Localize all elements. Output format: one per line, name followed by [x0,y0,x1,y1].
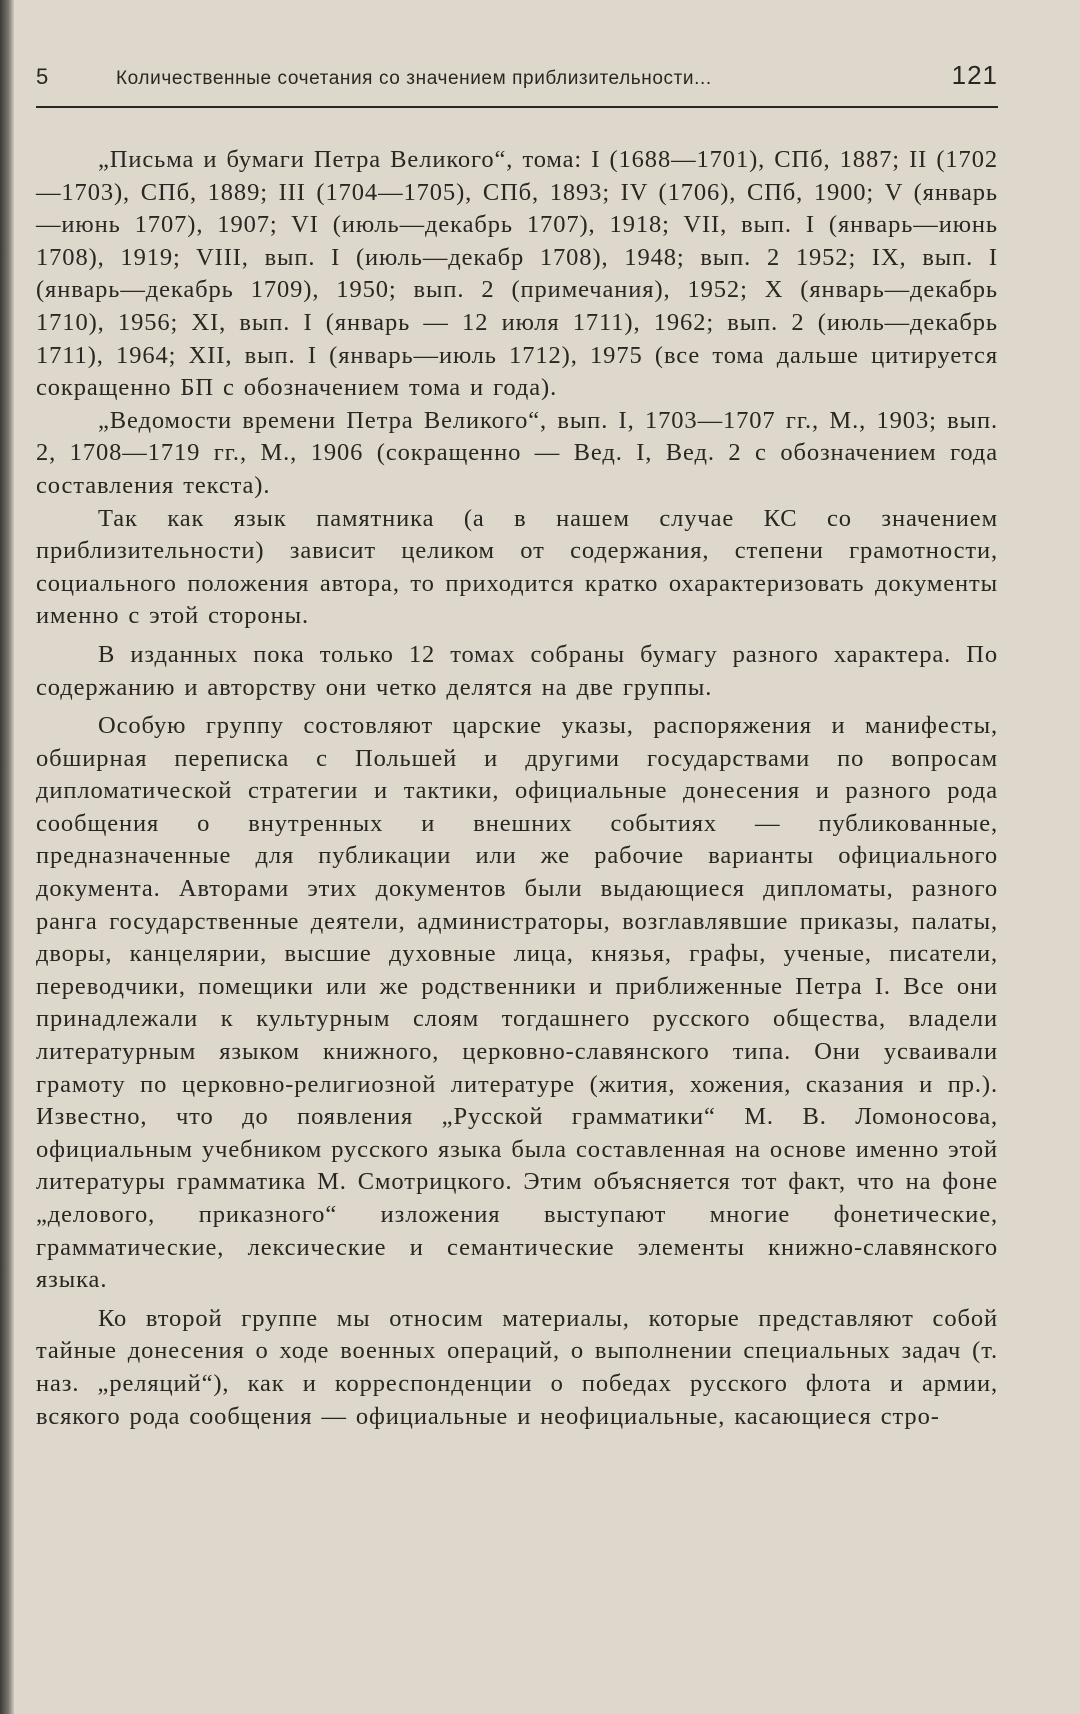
body-text [36,144,998,1433]
paragraph-language-note: Так как язык памятника (а в нашем случае КС со значением приблизительности) зависит целиком от содержания, степени грамотности, социального положения автора, то приходится кратко охарактеризовать документы именно с этой стороны. [36,504,998,630]
header-rule [36,106,998,108]
running-header [36,60,998,100]
page-number: 121 [951,60,998,90]
paragraph-second-group: Ко второй группе мы относим материалы, которые представляют собой тайные донесения о ходе военных операций, о выполнении специальных задач (т. наз. „реляций“), как и корреспонденции о победах русского флота и армии, всякого рода сообщения — официальные и неофициальные, касающиеся стро- [36,1304,998,1430]
paragraph-two-groups: В изданных пока только 12 томах собраны бумагу разного характера. По содержанию и авторству они четко делятся на две группы. [36,640,998,701]
book-page [36,60,998,1433]
paragraph-first-group: Особую группу состовляют царские указы, распоряжения и манифесты, обширная переписка с Польшей и другими государствами по вопросам дипломатической стратегии и тактики, официальные донесения и разного рода сообщения о внутренных и внешних событиях — публикованные, предназначенные для публикации или же рабочие варианты официального документа. Авторами этих документов были выдающиеся дипломаты, разного ранга государственные деятели, администраторы, возглавлявшие приказы, палаты, дворы, канцелярии, высшие духовные лица, князья, графы, ученые, писатели, переводчики, помещики или же родственники и приближенные Петра I. Все они принадлежали к культурным слоям тогдашнего русского общества, владели литературным языком книжного, церковно-славянского типа. Они усваивали грамоту по церковно-религиозной литературе (жития, хожения, сказания и пр.). Известно, что до появления „Русской грамматики“ М. В. Ломоносова, официальным учебником русского языка была составленная на основе именно этой литературы грамматика М. Смотрицкого. Этим объясняется тот факт, что на фоне „делового, приказного“ изложения выступают многие фонетические, грамматические, лексические и семантические элементы книжно-славянского языка. [36,712,998,1294]
running-title: Количественные сочетания со значением приблизительности... [116,68,712,89]
chapter-number: 5 [36,64,49,89]
paragraph-sources-vedomosti: „Ведомости времени Петра Великого“, вып. I, 1703—1707 гг., М., 1903; вып. 2, 1708—1719 гг., М., 1906 (сокращенно — Вед. I, Вед. 2 с обозначением года составления текста). [36,406,998,499]
book-spine-shadow [0,0,14,1714]
paragraph-sources-letters: „Письма и бумаги Петра Великого“, тома: I (1688—1701), СПб, 1887; II (1702—1703), СПб, 1889; III (1704—1705), СПб, 1893; IV (1706), СПб, 1900; V (январь—июнь 1707), 1907; VI (июль—декабрь 1707), 1918; VII, вып. I (январь—июнь 1708), 1919; VIII, вып. I (июль—декабр 1708), 1948; вып. 2 1952; IX, вып. I (январь—декабрь 1709), 1950; вып. 2 (примечания), 1952; X (январь—декабрь 1710), 1956; XI, вып. I (январь — 12 июля 1711), 1962; вып. 2 (июль—декабрь 1711), 1964; XII, вып. I (январь—июль 1712), 1975 (все тома дальше цитируется сокращенно БП с обозначением тома и года). [36,146,998,402]
